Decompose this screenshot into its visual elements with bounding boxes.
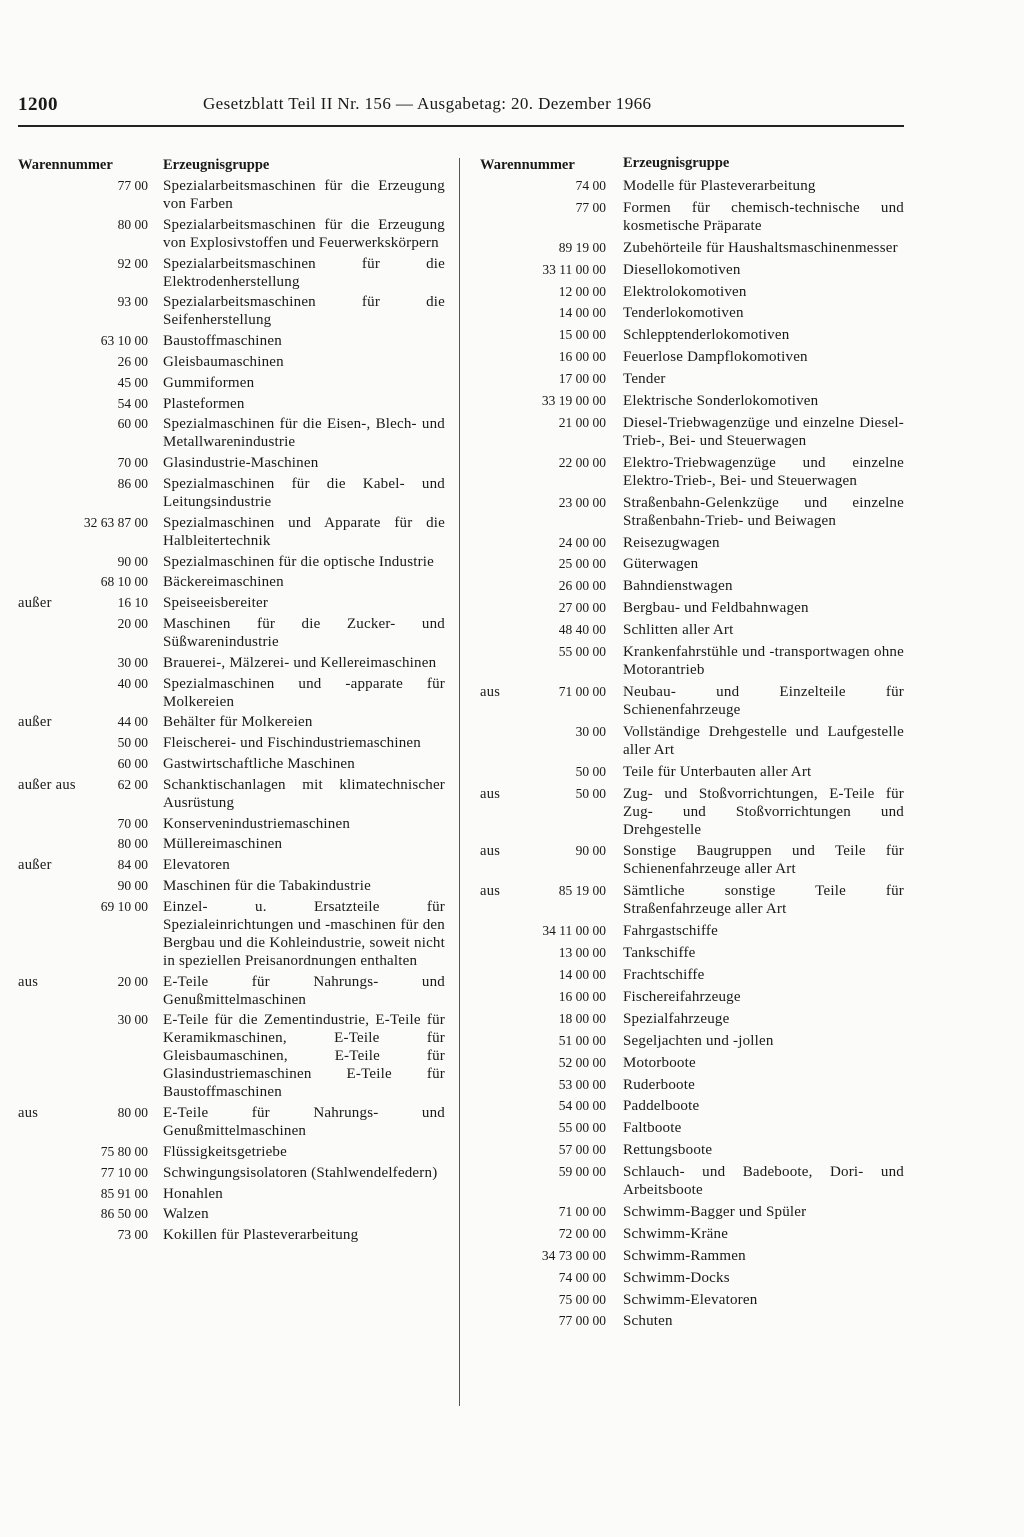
entry-number: 77 10 00 (100, 1164, 148, 1180)
entry-product: Gastwirtschaftliche Maschinen (163, 755, 355, 772)
entry-number: 74 00 00 (558, 1269, 606, 1285)
entry-prefix: außer aus (18, 776, 76, 793)
entry-row (480, 599, 904, 617)
entry-product: Formen für chemisch-technische und kosmetische Präparate (623, 199, 904, 234)
entry-number: 86 00 (117, 475, 148, 491)
column-heading (18, 155, 446, 177)
entry-row (480, 1203, 904, 1221)
left-column (18, 155, 446, 1247)
entry-number: 90 00 (575, 843, 606, 859)
entry-number: 86 50 00 (100, 1206, 148, 1222)
entry-number: 24 00 00 (558, 534, 606, 550)
entry-row (18, 835, 446, 853)
entry-number: 16 00 00 (558, 988, 606, 1004)
entry-product: Diesellokomotiven (623, 261, 741, 278)
entry-product: Schwimm-Rammen (623, 1247, 746, 1264)
entry-row (18, 776, 446, 812)
entry-number: 34 11 00 00 (542, 923, 606, 939)
entry-number: 14 00 00 (558, 305, 606, 321)
entry-number: 40 00 (117, 675, 148, 691)
entry-row (18, 898, 446, 970)
entry-row (18, 594, 446, 612)
column-separator (459, 158, 460, 1406)
entry-row (480, 882, 904, 918)
entry-product: Motorboote (623, 1054, 696, 1071)
entry-row (480, 1097, 904, 1115)
entry-product: E-Teile für Nahrungs- und Genußmittelmaschinen (163, 1105, 445, 1140)
entry-product: Güterwagen (623, 556, 699, 573)
entry-number: 70 00 (117, 455, 148, 471)
entry-product: Gleisbaumaschinen (163, 353, 284, 370)
entry-number: 13 00 00 (558, 945, 606, 961)
entry-number: 55 00 00 (558, 1120, 606, 1136)
entry-number: 54 00 00 (558, 1098, 606, 1114)
entry-product: Spezialmaschinen für die Eisen-, Blech- und Metallwarenindustrie (163, 416, 445, 451)
entry-number: 85 19 00 (558, 883, 606, 899)
entry-number: 52 00 00 (558, 1054, 606, 1070)
entry-prefix: aus (480, 883, 501, 900)
entry-product: Maschinen für die Tabakindustrie (163, 877, 371, 894)
entry-product: Schwimm-Docks (623, 1269, 730, 1286)
entry-row (18, 1164, 446, 1182)
entry-product: Fischereifahrzeuge (623, 988, 741, 1005)
entry-number: 48 40 00 (558, 622, 606, 638)
entry-product: Frachtschiffe (623, 967, 705, 984)
entry-row (480, 1010, 904, 1028)
entry-product: Baustoffmaschinen (163, 333, 282, 350)
entry-number: 26 00 00 (558, 578, 606, 594)
entry-number: 54 00 (117, 395, 148, 411)
entry-product: Teile für Unterbauten aller Art (623, 763, 812, 780)
entry-number: 15 00 00 (558, 327, 606, 343)
entry-number: 30 00 (575, 723, 606, 739)
entry-prefix: aus (480, 683, 501, 700)
entry-product: Spezialmaschinen für die Kabel- und Leitungsindustrie (163, 475, 445, 510)
entry-number: 33 19 00 00 (541, 393, 606, 409)
entry-product: Schwimm-Kräne (623, 1225, 729, 1242)
entry-prefix: aus (480, 843, 501, 860)
entry-row (480, 621, 904, 639)
entry-product: Bahndienstwagen (623, 578, 733, 595)
entry-row (18, 1143, 446, 1161)
entry-product: Tankschiffe (623, 945, 696, 962)
entry-number: 74 00 (575, 178, 606, 193)
entry-row (18, 877, 446, 895)
entry-product: Elektrolokomotiven (623, 283, 747, 300)
entry-row (18, 755, 446, 773)
entry-number: 20 00 (117, 973, 148, 989)
entry-row (480, 1247, 904, 1265)
entry-product: Spezialmaschinen für die optische Industrie (163, 553, 435, 570)
entry-row (480, 1163, 904, 1199)
entry-product: Schanktischanlagen mit klimatechnischer Ausrüstung (163, 776, 445, 811)
entry-number: 60 00 (117, 755, 148, 771)
entry-product: Spezialarbeitsmaschinen für die Erzeugung von Explosivstoffen und Feuerwerkskörpern (163, 216, 445, 251)
entry-prefix: außer (18, 595, 52, 612)
entry-product: Spezialmaschinen und -apparate für Molkereien (163, 675, 445, 710)
entry-row (480, 1225, 904, 1243)
entry-row (18, 615, 446, 651)
entry-number: 26 00 (117, 353, 148, 369)
entry-product: Vollständige Drehgestelle und Laufgestelle aller Art (623, 723, 904, 758)
entry-number: 45 00 (117, 374, 148, 390)
entry-number: 77 00 (575, 199, 606, 215)
entry-product: Flüssigkeitsgetriebe (163, 1143, 287, 1160)
entry-product: Krankenfahrstühle und -transportwagen ohne Motorantrieb (623, 644, 904, 679)
entry-product: Tenderlokomotiven (623, 305, 744, 322)
entry-row (480, 370, 904, 388)
entry-number: 70 00 (117, 815, 148, 831)
heading-erzeugnisgruppe: Erzeugnisgruppe (163, 157, 270, 173)
entry-number: 55 00 00 (558, 644, 606, 660)
entry-product: Elevatoren (163, 857, 230, 874)
entry-product: Zubehörteile für Haushaltsmaschinenmesser (623, 239, 898, 256)
entry-product: Behälter für Molkereien (163, 714, 313, 731)
entry-row (480, 1269, 904, 1287)
entry-row (480, 723, 904, 759)
entry-row (480, 414, 904, 450)
heading-warennummer: Warennummer (480, 157, 575, 173)
entry-product: Straßenbahn-Gelenkzüge und einzelne Straßenbahn-Trieb- und Beiwagen (623, 494, 904, 529)
entry-row (18, 856, 446, 874)
entry-product: Tender (623, 371, 666, 388)
entry-number: 62 00 (117, 776, 148, 792)
entry-product: Maschinen für die Zucker- und Süßwarenindustrie (163, 615, 445, 650)
entry-row (18, 475, 446, 511)
entry-product: Schlitten aller Art (623, 622, 734, 639)
header-title: Gesetzblatt Teil II Nr. 156 — Ausgabetag: 20. Dezember 1966 (203, 94, 652, 113)
entry-number: 12 00 00 (558, 283, 606, 299)
entry-row (18, 973, 446, 1009)
entry-number: 80 00 (117, 216, 148, 232)
entry-product: Zug- und Stoßvorrichtungen, E-Teile für Zug- und Stoßvorrichtungen und Drehgestelle (623, 785, 904, 838)
entry-row (480, 1076, 904, 1094)
entry-number: 90 00 (117, 553, 148, 569)
entry-row (480, 577, 904, 595)
entry-product: Paddelboote (623, 1098, 700, 1115)
entry-number: 75 00 00 (558, 1291, 606, 1307)
entry-product: Diesel-Triebwagenzüge und einzelne Diesel-Trieb-, Bei- und Steuerwagen (623, 414, 904, 449)
entry-row (480, 683, 904, 719)
entry-product: E-Teile für Nahrungs- und Genußmittelmaschinen (163, 973, 445, 1008)
entry-row (480, 1032, 904, 1050)
entry-product: Modelle für Plasteverarbeitung (623, 178, 816, 194)
entry-number: 75 80 00 (100, 1143, 148, 1159)
entry-row (480, 1054, 904, 1072)
entry-number: 80 00 (117, 1105, 148, 1121)
entry-product: Bergbau- und Feldbahnwagen (623, 600, 809, 617)
entry-number: 50 00 (575, 785, 606, 801)
entry-list (480, 177, 904, 1330)
entry-row (480, 555, 904, 573)
entry-row (18, 374, 446, 392)
entry-row (480, 1141, 904, 1159)
entry-product: Schwingungsisolatoren (Stahlwendelfedern) (163, 1164, 438, 1181)
entry-number: 51 00 00 (558, 1032, 606, 1048)
entry-number: 32 63 87 00 (83, 514, 148, 530)
entry-product: Faltboote (623, 1120, 682, 1137)
entry-row (480, 1119, 904, 1137)
entry-number: 50 00 (117, 735, 148, 751)
entry-product: Schlepptenderlokomotiven (623, 327, 790, 344)
entry-product: Elektro-Triebwagenzüge und einzelne Elektro-Trieb-, Bei- und Steuerwagen (623, 454, 904, 489)
entry-number: 77 00 00 (558, 1313, 606, 1329)
entry-row (480, 1312, 904, 1330)
entry-prefix: außer (18, 714, 52, 731)
entry-number: 44 00 (117, 714, 148, 730)
entry-product: Ruderboote (623, 1076, 695, 1093)
entry-product: Schwimm-Elevatoren (623, 1291, 758, 1308)
entry-row (18, 353, 446, 371)
entry-row (18, 1104, 446, 1140)
entry-row (18, 553, 446, 571)
entry-number: 21 00 00 (558, 414, 606, 430)
entry-row (18, 332, 446, 350)
entry-number: 30 00 (117, 1012, 148, 1028)
entry-number: 63 10 00 (100, 333, 148, 349)
entry-row (480, 326, 904, 344)
entry-product: Honahlen (163, 1185, 223, 1202)
entry-prefix: außer (18, 857, 52, 874)
entry-number: 84 00 (117, 857, 148, 873)
entry-row (480, 348, 904, 366)
entry-number: 22 00 00 (558, 454, 606, 470)
entry-product: Glasindustrie-Maschinen (163, 455, 319, 472)
entry-row (18, 815, 446, 833)
entry-product: Spezialarbeitsmaschinen für die Erzeugung von Farben (163, 178, 445, 212)
entry-number: 80 00 (117, 836, 148, 852)
entry-row (18, 713, 446, 731)
entry-number: 90 00 (117, 877, 148, 893)
entry-product: Rettungsboote (623, 1142, 713, 1159)
entry-number: 23 00 00 (558, 494, 606, 510)
entry-number: 93 00 (117, 294, 148, 310)
entry-row (18, 177, 446, 213)
header-rule (18, 125, 904, 127)
entry-number: 89 19 00 (558, 239, 606, 255)
entry-row (480, 494, 904, 530)
entry-number: 27 00 00 (558, 600, 606, 616)
page-header (18, 92, 904, 120)
entry-row (18, 255, 446, 291)
entry-row (480, 261, 904, 279)
entry-number: 53 00 00 (558, 1076, 606, 1092)
entry-row (480, 966, 904, 984)
entry-number: 85 91 00 (100, 1185, 148, 1201)
entry-number: 20 00 (117, 615, 148, 631)
entry-row (18, 454, 446, 472)
entry-number: 34 73 00 00 (541, 1247, 606, 1263)
entry-row (18, 1185, 446, 1203)
entry-list (18, 177, 446, 1244)
entry-number: 77 00 (117, 178, 148, 193)
column-heading (480, 155, 904, 177)
entry-row (480, 392, 904, 410)
entry-row (480, 763, 904, 781)
entry-number: 57 00 00 (558, 1142, 606, 1158)
entry-number: 59 00 00 (558, 1164, 606, 1180)
entry-row (480, 534, 904, 552)
entry-number: 16 10 (117, 595, 148, 611)
entry-product: Schwimm-Bagger und Spüler (623, 1203, 807, 1220)
entry-product: Gummiformen (163, 374, 255, 391)
entry-number: 72 00 00 (558, 1225, 606, 1241)
entry-product: Neubau- und Einzelteile für Schienenfahrzeuge (623, 683, 904, 718)
entry-product: Schlauch- und Badeboote, Dori- und Arbeitsboote (623, 1164, 904, 1199)
entry-product: Sonstige Baugruppen und Teile für Schienenfahrzeuge aller Art (623, 843, 904, 878)
entry-product: Segeljachten und -jollen (623, 1032, 774, 1049)
entry-number: 60 00 (117, 416, 148, 432)
entry-row (480, 988, 904, 1006)
entry-row (480, 643, 904, 679)
entry-row (18, 1205, 446, 1223)
entry-prefix: aus (18, 973, 39, 990)
entry-product: Konservenindustriemaschinen (163, 815, 351, 832)
entry-row (480, 842, 904, 878)
entry-number: 33 11 00 00 (542, 261, 606, 277)
entry-row (480, 944, 904, 962)
entry-number: 16 00 00 (558, 349, 606, 365)
entry-row (480, 177, 904, 195)
entry-row (480, 304, 904, 322)
entry-prefix: aus (18, 1105, 39, 1122)
entry-row (18, 216, 446, 252)
entry-product: Spezialfahrzeuge (623, 1010, 730, 1027)
entry-product: Einzel- u. Ersatzteile für Spezialeinrichtungen und -maschinen für den Bergbau und die Kohleindustrie, soweit nicht in speziellen Preisanordnungen enthalten (163, 898, 445, 969)
entry-row (18, 1011, 446, 1101)
entry-row (18, 415, 446, 451)
entry-product: Sämtliche sonstige Teile für Straßenfahrzeuge aller Art (623, 883, 904, 918)
entry-row (480, 922, 904, 940)
entry-number: 18 00 00 (558, 1010, 606, 1026)
entry-product: Bäckereimaschinen (163, 574, 284, 591)
entry-row (18, 675, 446, 711)
entry-product: Kokillen für Plasteverarbeitung (163, 1227, 359, 1244)
entry-row (18, 734, 446, 752)
entry-row (480, 454, 904, 490)
entry-product: Fahrgastschiffe (623, 923, 718, 940)
heading-warennummer: Warennummer (18, 157, 113, 173)
entry-row (480, 785, 904, 839)
entry-number: 92 00 (117, 255, 148, 271)
entry-product: Brauerei-, Mälzerei- und Kellereimaschinen (163, 654, 437, 671)
entry-row (18, 654, 446, 672)
entry-number: 71 00 00 (558, 683, 606, 699)
entry-number: 30 00 (117, 654, 148, 670)
heading-erzeugnisgruppe: Erzeugnisgruppe (623, 155, 730, 171)
entry-row (18, 293, 446, 329)
entry-number: 17 00 00 (558, 371, 606, 387)
entry-product: Reisezugwagen (623, 534, 720, 551)
entry-product: Spezialarbeitsmaschinen für die Elektrodenherstellung (163, 255, 445, 290)
entry-product: Spezialarbeitsmaschinen für die Seifenherstellung (163, 294, 445, 329)
entry-row (18, 573, 446, 591)
entry-product: Schuten (623, 1313, 673, 1330)
entry-number: 68 10 00 (100, 574, 148, 590)
entry-prefix: aus (480, 785, 501, 802)
entry-row (18, 514, 446, 550)
entry-number: 73 00 (117, 1227, 148, 1243)
entry-product: E-Teile für die Zementindustrie, E-Teile für Keramikmaschinen, E-Teile für Gleisbaumaschinen, E-Teile für Glasindustriemaschinen E-Teile für Baustoffmaschinen (163, 1012, 445, 1101)
entry-product: Elektrische Sonderlokomotiven (623, 393, 819, 410)
entry-number: 14 00 00 (558, 967, 606, 983)
page-number: 1200 (18, 94, 58, 115)
entry-row (18, 1226, 446, 1244)
entry-row (480, 283, 904, 301)
entry-product: Müllereimaschinen (163, 836, 283, 853)
entry-product: Speiseeisbereiter (163, 595, 269, 612)
entry-row (18, 395, 446, 413)
entry-product: Spezialmaschinen und Apparate für die Halbleitertechnik (163, 514, 445, 549)
entry-number: 71 00 00 (558, 1203, 606, 1219)
entry-row (480, 199, 904, 235)
entry-number: 25 00 00 (558, 556, 606, 572)
entry-row (480, 239, 904, 257)
entry-product: Feuerlose Dampflokomotiven (623, 349, 808, 366)
right-column (480, 155, 904, 1334)
entry-number: 69 10 00 (100, 898, 148, 914)
entry-number: 50 00 (575, 763, 606, 779)
entry-product: Plasteformen (163, 395, 245, 412)
entry-product: Walzen (163, 1206, 209, 1223)
entry-product: Fleischerei- und Fischindustriemaschinen (163, 735, 421, 752)
entry-row (480, 1291, 904, 1309)
